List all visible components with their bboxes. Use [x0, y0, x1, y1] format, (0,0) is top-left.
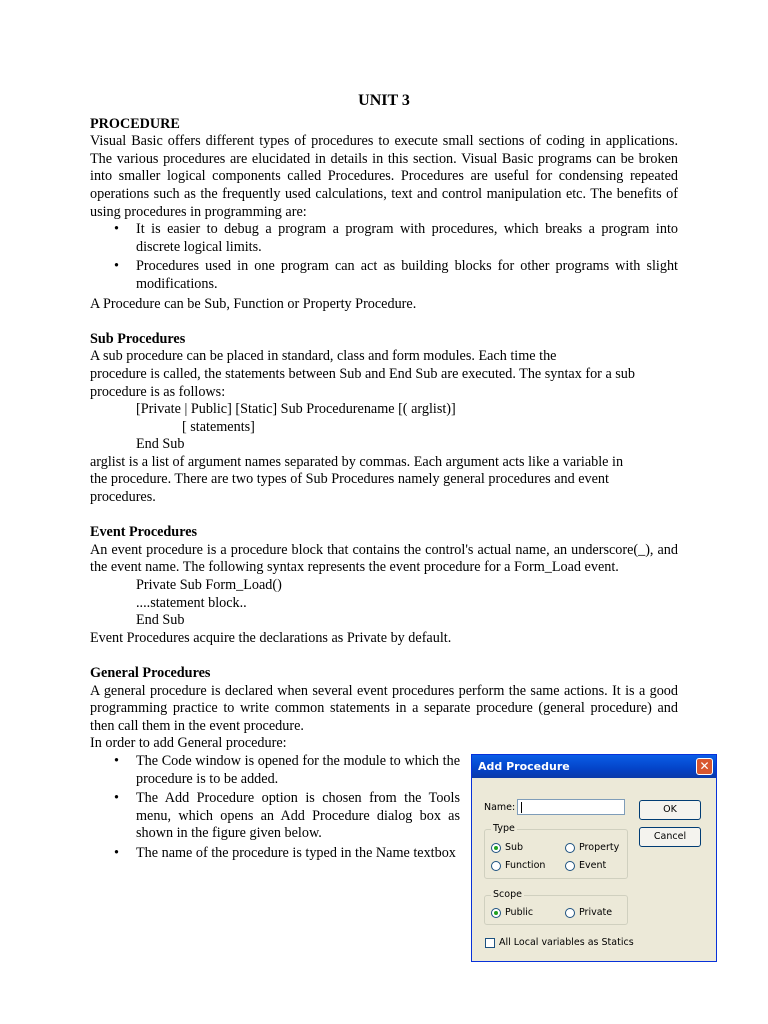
event-closing: Event Procedures acquire the declarations as Private by default.	[90, 629, 452, 646]
list-item: • The Add Procedure option is chosen from the Tools menu, which opens an Add Procedure dialog box as shown in the figure given below.	[90, 790, 460, 843]
sub-heading: Sub Procedures	[90, 330, 186, 347]
document-page	[90, 92, 678, 865]
cancel-button[interactable]: Cancel	[639, 827, 701, 847]
code-line: End Sub	[136, 436, 185, 453]
scope-public-label: Public	[505, 907, 534, 918]
type-sub-label: Sub	[505, 842, 524, 853]
type-function-label: Function	[505, 860, 546, 871]
statics-label: All Local variables as Statics	[499, 937, 634, 948]
type-sub-radio[interactable]	[491, 843, 501, 853]
type-caption: Type	[493, 823, 515, 834]
type-function-radio[interactable]	[491, 861, 501, 871]
code-line: End Sub	[136, 612, 185, 629]
type-event-radio[interactable]	[565, 861, 575, 871]
text-caret	[521, 802, 522, 813]
list-item: • Procedures used in one program can act as building blocks for other programs with slight modifications.	[90, 258, 678, 293]
code-line: [Private | Public] [Static] Sub Procedurename [( arglist)]	[136, 401, 456, 418]
name-input[interactable]	[517, 799, 625, 815]
arglist-line: procedures.	[90, 489, 156, 506]
type-group	[484, 823, 628, 879]
name-label: Name:	[484, 802, 516, 813]
code-line: ....statement block..	[136, 594, 247, 611]
scope-private-radio[interactable]	[565, 908, 575, 918]
event-heading: Event Procedures	[90, 524, 198, 541]
event-intro: An event procedure is a procedure block that contains the control's actual name, an underscore(_), and the event name. The following syntax represents the event procedure for a Form_Load event.	[90, 541, 678, 576]
list-item: • The Code window is opened for the module to which the procedure is to be added.	[90, 753, 460, 788]
scope-group	[484, 889, 628, 925]
dialog-titlebar	[472, 755, 716, 778]
general-heading: General Procedures	[90, 665, 211, 681]
code-line: Private Sub Form_Load()	[136, 577, 282, 594]
arglist-line: arglist is a list of argument names separated by commas. Each argument acts like a variable in	[90, 453, 624, 470]
code-line: [ statements]	[182, 418, 255, 435]
ok-button[interactable]: OK	[639, 800, 701, 820]
page-title: UNIT 3	[358, 92, 410, 109]
add-procedure-dialog	[471, 754, 717, 962]
procedure-intro: Visual Basic offers different types of procedures to execute small sections of coding in applications. The various procedures are elucidated in details in this section. Visual Basic programs can be broken into smaller logical components called Procedures. Procedures are useful for condensing repeated operations such as the frequently used calculations, text and control manipulation etc. The benefits of using procedures in programming are:	[90, 133, 678, 220]
procedure-closing: A Procedure can be Sub, Function or Property Procedure.	[90, 295, 417, 312]
type-property-label: Property	[579, 842, 620, 853]
list-item: • It is easier to debug a program a program with procedures, which breaks a program into discrete logical limits.	[90, 221, 678, 256]
dialog-title: Add Procedure	[478, 760, 570, 773]
benefits-list	[90, 221, 678, 293]
list-item: • The name of the procedure is typed in the Name textbox	[90, 845, 460, 863]
scope-private-label: Private	[579, 907, 613, 918]
scope-caption: Scope	[493, 889, 522, 900]
sub-line: procedure is as follows:	[90, 383, 226, 400]
general-intro: A general procedure is declared when several event procedures perform the same actions. It is a good programming practice to write common statements in a separate procedure (general procedure) and then call them in the event procedure.	[90, 682, 678, 734]
sub-line: procedure is called, the statements between Sub and End Sub are executed. The syntax for a sub	[90, 365, 635, 382]
procedure-heading: PROCEDURE	[90, 115, 180, 132]
type-event-label: Event	[579, 860, 607, 871]
close-icon[interactable]: ✕	[696, 758, 713, 775]
scope-public-radio[interactable]	[491, 908, 501, 918]
type-property-radio[interactable]	[565, 843, 575, 853]
arglist-line: the procedure. There are two types of Sub Procedures namely general procedures and event	[90, 471, 609, 488]
sub-line: A sub procedure can be placed in standard, class and form modules. Each time the	[90, 348, 557, 365]
general-lead: In order to add General procedure:	[90, 735, 287, 752]
steps-list	[90, 753, 460, 863]
statics-checkbox[interactable]	[485, 938, 495, 948]
